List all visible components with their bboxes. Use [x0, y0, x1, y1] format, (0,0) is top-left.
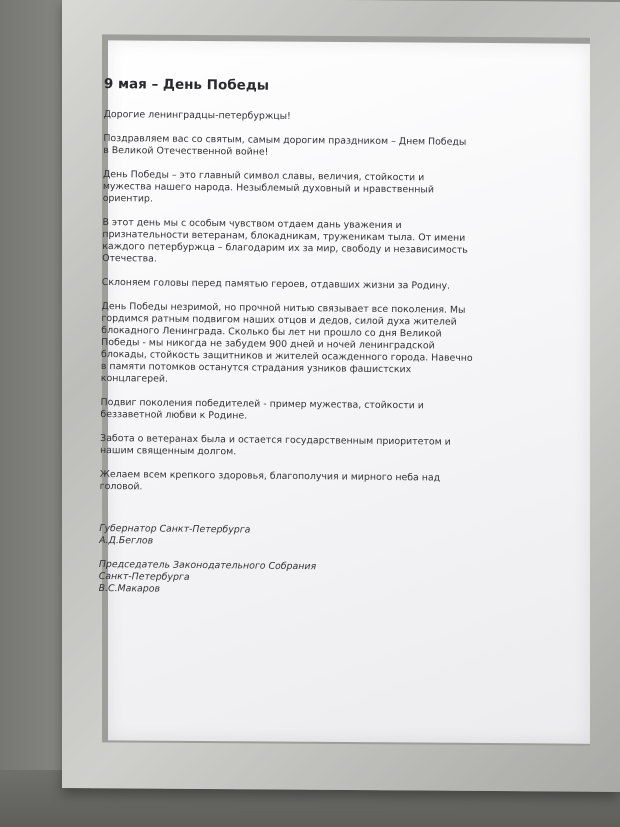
paragraph-symbol: День Победы – это главный символ славы, величия, стойкости и мужества нашего народа. Незыблемый духовный и нравственный ориентир.	[102, 168, 435, 205]
signature-block	[99, 523, 540, 600]
paragraph-care: Забота о ветеранах была и остается государственным приоритетом и нашим священным долгом.	[100, 432, 451, 458]
paragraph-congratulation: Поздравляем вас со святым, самым дорогим праздником – Днем Победы в Великой Отечественной войне!	[103, 132, 467, 158]
paragraph-greeting: Дорогие ленинградцы-петербуржцы!	[103, 108, 291, 122]
paragraph-feat: Подвиг поколения победителей - пример мужества, стойкости и беззаветной любви к Родине.	[100, 396, 424, 422]
wall-background	[0, 0, 70, 827]
signature-chairman: Председатель Законодательного Собрания Санкт-Петербурга В.С.Макаров	[98, 558, 317, 595]
document-body	[98, 76, 544, 612]
paragraph-wishes: Желаем всем крепкого здоровья, благополучия и мирного неба над головой.	[99, 468, 441, 493]
signature-governor: Губернатор Санкт-Петербурга А.Д.Беглов	[99, 522, 251, 547]
paragraph-generations: День Победы незримой, но прочной нитью связывает все поколения. Мы гордимся ратным подвигом наших отцов и дедов, силой духа жителей блокадного Ленинграда. Сколько бы лет ни прошло со дня Великой Победы - мы никогда не забудем 900 дней и ночей ленинградской блокады, стойкость защитников и жителей осажденного города. Навечно в памяти потомков останутся страдания узников фашистских концлагерей.	[100, 300, 473, 385]
paragraph-gratitude: В этот день мы с особым чувством отдаем дань уважения и признательности ветеранам, блокадникам, труженикам тыла. От имени каждого петербуржца – благодарим их за мир, свободу и независимость Отечества.	[102, 216, 468, 265]
document-title: 9 мая – День Победы	[103, 76, 270, 94]
paragraph-memory: Склоняем головы перед памятью героев, отдавших жизни за Родину.	[101, 276, 451, 292]
